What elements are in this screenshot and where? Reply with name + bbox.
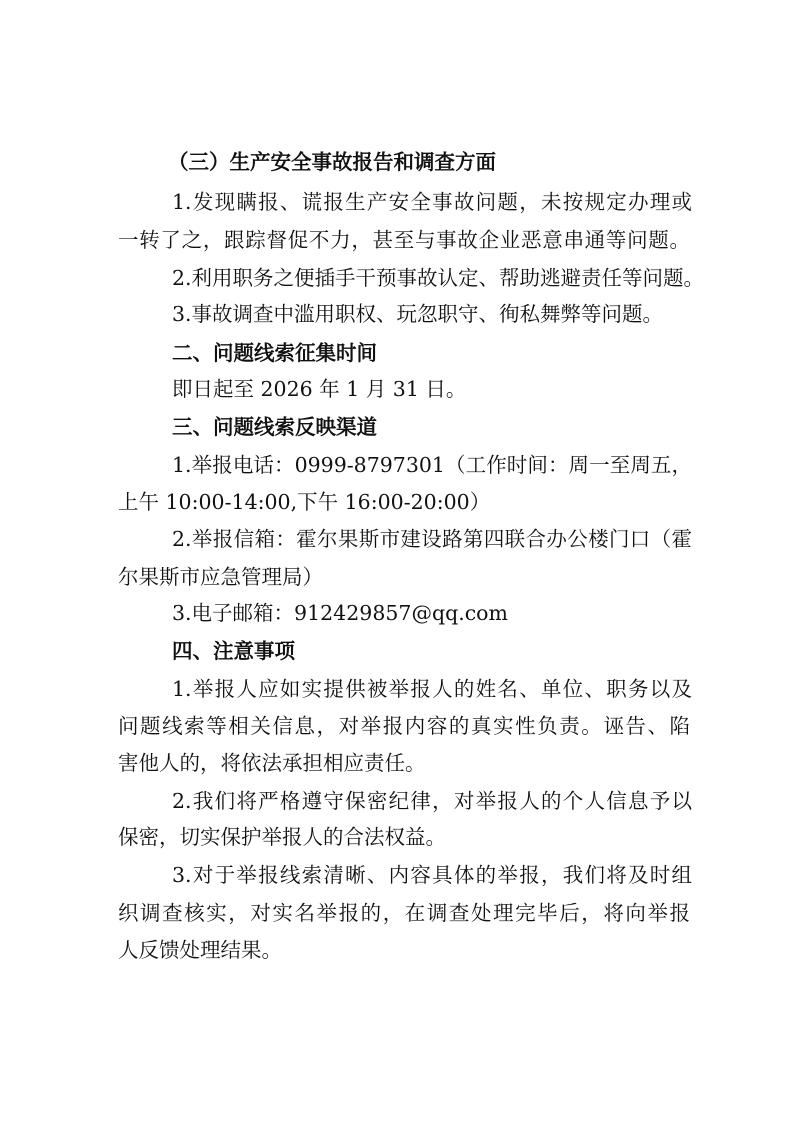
paragraph-line: 一转了之，跟踪督促不力，甚至与事故企业恶意串通等问题。 [118, 228, 690, 252]
paragraph-line: 2.我们将严格遵守保密纪律，对举报人的个人信息予以 [172, 789, 692, 813]
report-phone-hours: 上午 10:00-14:00,下午 16:00-20:00） [118, 490, 491, 514]
paragraph-line: 3.事故调查中滥用职权、玩忽职守、徇私舞弊等问题。 [172, 302, 664, 326]
paragraph-line: 问题线索等相关信息，对举报内容的真实性负责。诬告、陷 [118, 714, 690, 738]
report-email: 3.电子邮箱：912429857@qq.com [172, 601, 508, 625]
paragraph-line: 织调查核实，对实名举报的，在调查处理完毕后，将向举报 [118, 901, 690, 925]
paragraph-line: 2.利用职务之便插手干预事故认定、帮助逃避责任等问题。 [172, 266, 705, 290]
section-heading-report-channels: 三、问题线索反映渠道 [172, 415, 377, 439]
section-heading-collection-time: 二、问题线索征集时间 [172, 341, 377, 365]
report-mailbox-line: 尔果斯市应急管理局） [118, 565, 323, 589]
report-mailbox-line: 2.举报信箱：霍尔果斯市建设路第四联合办公楼门口（霍 [172, 527, 692, 551]
paragraph-line: 1.举报人应如实提供被举报人的姓名、单位、职务以及 [172, 677, 692, 701]
paragraph-line: 害他人的，将依法承担相应责任。 [118, 751, 426, 775]
paragraph-line: 人反馈处理结果。 [118, 938, 282, 962]
paragraph-line: 即日起至 2026 年 1 月 31 日。 [172, 377, 467, 401]
section-heading-notes: 四、注意事项 [172, 639, 295, 663]
paragraph-line: 3.对于举报线索清晰、内容具体的举报，我们将及时组 [172, 863, 692, 887]
section-heading-accident-investigation: （三）生产安全事故报告和调查方面 [168, 150, 496, 174]
paragraph-line: 1.发现瞒报、谎报生产安全事故问题，未按规定办理或 [172, 190, 692, 214]
report-phone-line: 1.举报电话：0999-8797301（工作时间：周一至周五， [172, 453, 692, 477]
paragraph-line: 保密，切实保护举报人的合法权益。 [118, 825, 446, 849]
